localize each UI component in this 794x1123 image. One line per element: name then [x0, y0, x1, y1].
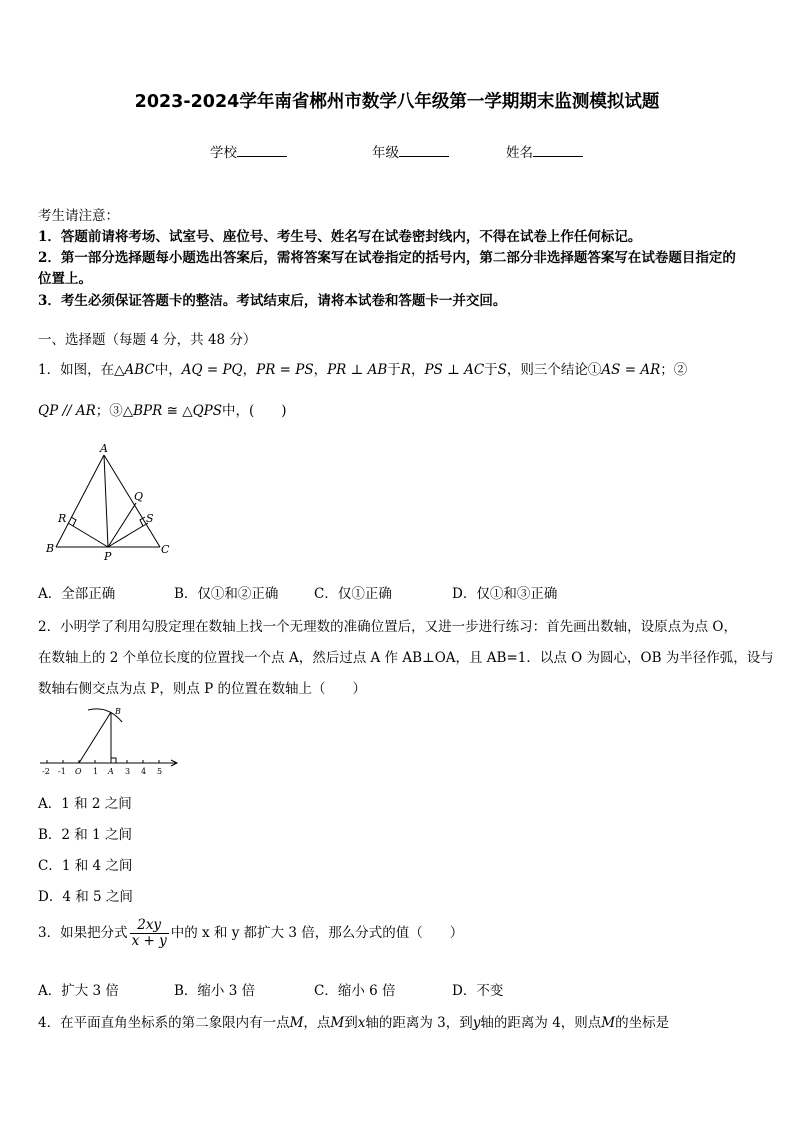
q4-math: M [330, 1015, 345, 1031]
q1-text: ；② [660, 362, 688, 378]
q1-math: ABC [124, 362, 155, 378]
q1-math: QP // AR [38, 403, 96, 419]
q3-denominator: x + y [131, 933, 167, 949]
q1-text: 中，( ) [222, 403, 287, 419]
q4-text: ，点 [303, 1015, 331, 1031]
label-s: S [146, 512, 154, 525]
q1-math: PS ⊥ AC [424, 362, 485, 378]
section-choice-heading: 一、选择题（每题 4 分，共 48 分） [38, 332, 257, 348]
q1-text: ， [410, 362, 425, 378]
q1-math: R [400, 362, 411, 378]
q1-triangle-figure [40, 440, 190, 565]
q3-option-a[interactable]: A．扩大 3 倍 [38, 983, 119, 999]
q2-option-b[interactable]: B．2 和 1 之间 [38, 827, 132, 843]
q4-math: x [357, 1015, 366, 1031]
q1-math: AS = AR [601, 362, 661, 378]
q1-math: AQ = PQ [181, 362, 243, 378]
q1-text: 中， [154, 362, 182, 378]
q1-math: QPS [192, 403, 222, 419]
name-blank [533, 144, 583, 157]
notice-item-3: 3．考生必须保证答题卡的整洁。考试结束后，请将本试卷和答题卡一并交回。 [38, 293, 507, 309]
q4-line [38, 1011, 669, 1031]
q1-text: 于 [387, 362, 401, 378]
tick-label: 1 [93, 767, 99, 776]
page-title: 2023-2024学年南省郴州市数学八年级第一学期期末监测模拟试题 [134, 92, 660, 112]
q1-math: PR = PS [256, 362, 314, 378]
label-p: P [104, 550, 112, 563]
tick-label: O [75, 767, 82, 776]
q4-math: y [472, 1015, 481, 1031]
q4-text: 4．在平面直角坐标系的第二象限内有一点 [38, 1015, 290, 1031]
q4-text: 轴的距离为 4，则点 [480, 1015, 602, 1031]
q1-text: 1．如图，在△ [38, 362, 125, 378]
notice-item-2-cont: 位置上。 [38, 271, 92, 287]
school-label: 学校 [210, 145, 237, 161]
q1-math: BPR [133, 403, 163, 419]
q1-math: PR ⊥ AB [327, 362, 388, 378]
q1-text: ；③△ [95, 403, 134, 419]
grade-blank [399, 144, 449, 157]
name-field [506, 141, 583, 161]
tick-label: -2 [42, 767, 50, 776]
q1-text: ， [313, 362, 328, 378]
label-r: R [58, 512, 67, 525]
q4-text: 轴的距离为 3，到 [365, 1015, 473, 1031]
q1-line-2 [38, 399, 287, 419]
tick-label: -1 [58, 767, 66, 776]
q2-line-1: 2．小明学了利用勾股定理在数轴上找一个无理数的准确位置后，又进一步进行练习：首先画出数轴，设原点为点 O， [38, 619, 737, 635]
notice-heading: 考生请注意： [38, 208, 119, 224]
q3-text: 3．如果把分式 [38, 925, 128, 941]
q4-math: M [289, 1015, 304, 1031]
name-label: 姓名 [506, 145, 533, 161]
q1-math: S [497, 362, 507, 378]
q4-text: 的坐标是 [615, 1015, 670, 1031]
label-b: B [46, 542, 55, 555]
q3-line [38, 918, 463, 949]
label-b-point: B [115, 707, 121, 716]
q2-option-a[interactable]: A．1 和 2 之间 [38, 796, 132, 812]
q1-option-d[interactable]: D．仅①和③正确 [452, 586, 558, 602]
q2-line-3: 数轴右侧交点为点 P，则点 P 的位置在数轴上（ ） [38, 681, 367, 697]
q1-text: ，则三个结论① [506, 362, 602, 378]
q1-text: ， [242, 362, 257, 378]
school-field [210, 141, 287, 161]
grade-label: 年级 [372, 145, 399, 161]
school-blank [237, 144, 287, 157]
q1-option-a[interactable]: A．全部正确 [38, 586, 116, 602]
q3-option-d[interactable]: D．不变 [452, 983, 504, 999]
q2-number-line-figure [36, 700, 186, 780]
q4-text: 到 [344, 1015, 358, 1031]
q3-option-b[interactable]: B．缩小 3 倍 [174, 983, 256, 999]
grade-field [372, 141, 449, 161]
q3-text: 中的 x 和 y 都扩大 3 倍，那么分式的值（ ） [170, 925, 464, 941]
q1-option-c[interactable]: C．仅①正确 [314, 586, 392, 602]
tick-label: A [108, 767, 114, 776]
q3-option-c[interactable]: C．缩小 6 倍 [314, 983, 396, 999]
tick-label: 3 [125, 767, 131, 776]
q2-option-c[interactable]: C．1 和 4 之间 [38, 858, 133, 874]
notice-item-1: 1．答题前请将考场、试室号、座位号、考生号、姓名写在试卷密封线内，不得在试卷上作任何标记。 [38, 229, 642, 245]
tick-label: 4 [141, 767, 147, 776]
q3-fraction [130, 918, 169, 949]
label-q: Q [134, 490, 144, 503]
label-a: A [100, 442, 108, 455]
q1-option-b[interactable]: B．仅①和②正确 [174, 586, 279, 602]
label-c: C [161, 543, 170, 556]
tick-label: 5 [157, 767, 163, 776]
notice-item-2: 2．第一部分选择题每小题选出答案后，需将答案写在试卷指定的括号内，第二部分非选择题答案写在试卷题目指定的 [38, 250, 736, 266]
q1-text: ≅ △ [162, 403, 193, 419]
q2-line-2: 在数轴上的 2 个单位长度的位置找一个点 A，然后过点 A 作 AB⊥OA，且 AB=1．以点 O 为圆心，OB 为半径作弧，设与 [38, 650, 774, 666]
q3-numerator: 2xy [130, 918, 169, 934]
q2-option-d[interactable]: D．4 和 5 之间 [38, 889, 133, 905]
q1-text: 于 [484, 362, 498, 378]
q1-line-1 [38, 358, 687, 378]
q4-math: M [601, 1015, 616, 1031]
